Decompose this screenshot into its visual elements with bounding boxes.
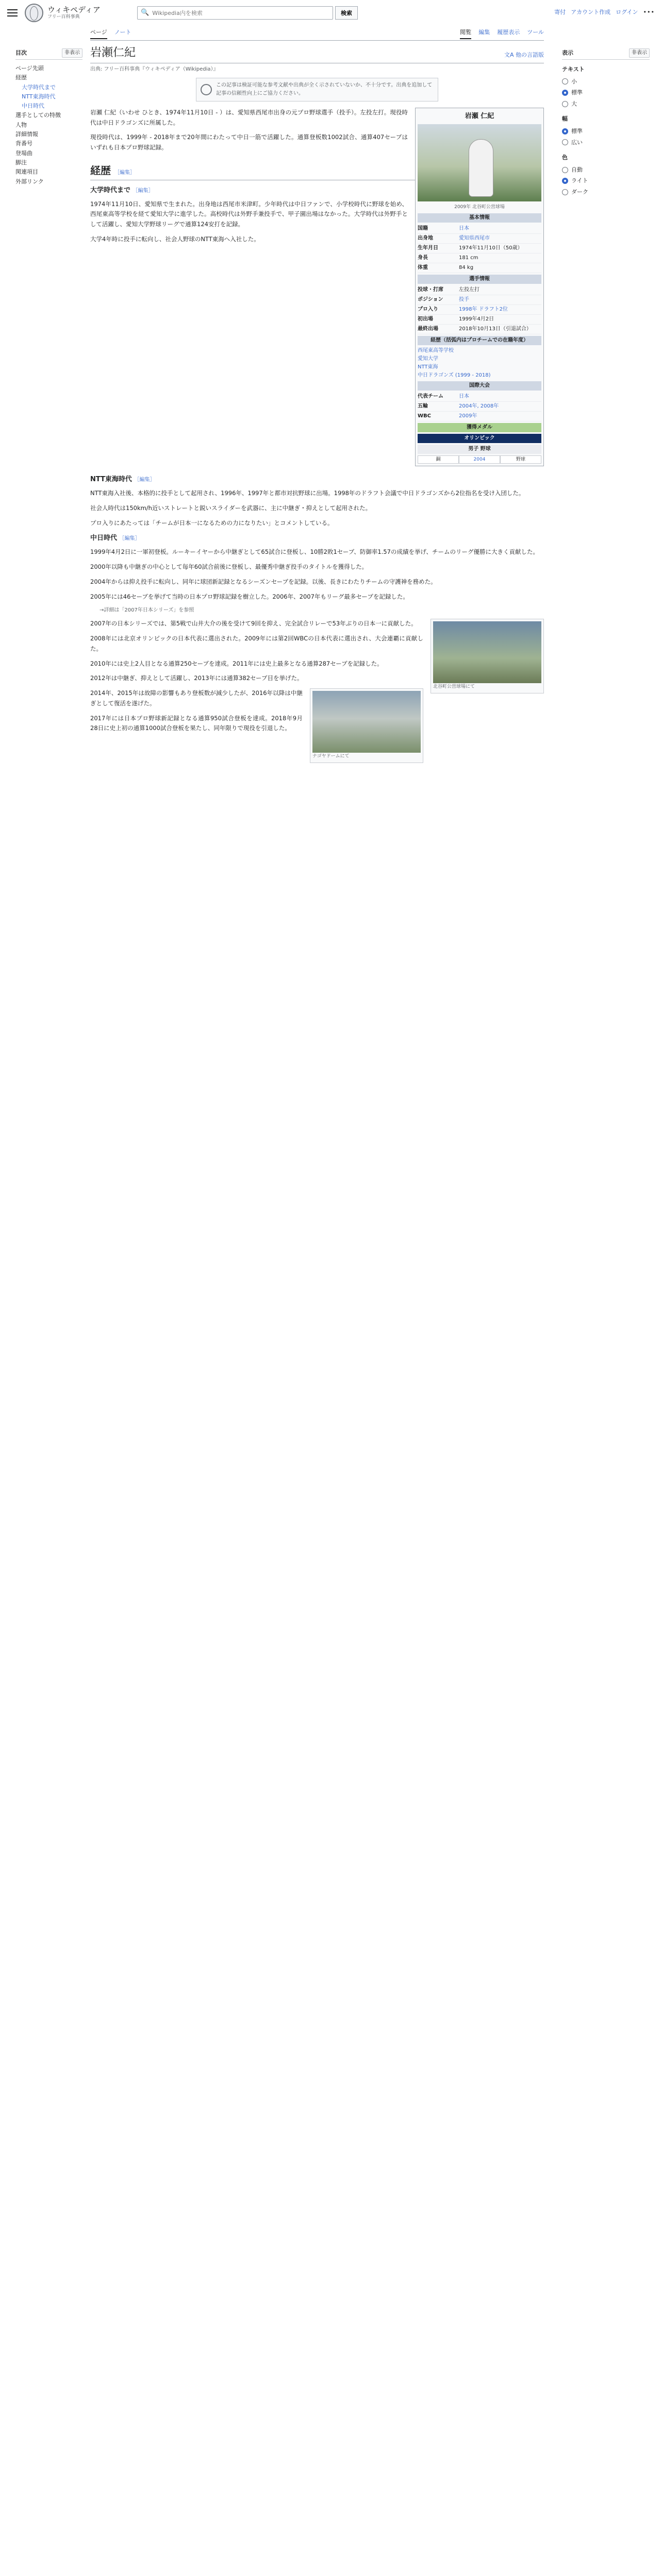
lead-paragraph: 現役時代は、1999年 - 2018年まで20年間にわたって中日一筋で活躍した。通算登板数1002試合、通算407セーブはいずれも日本プロ野球記録。 (90, 133, 408, 151)
warning-icon (201, 84, 212, 95)
option-label: 小 (571, 78, 577, 85)
medal-sport: 男子 野球 (418, 445, 541, 454)
toc-item[interactable]: 関連項目 (15, 168, 38, 176)
radio-selected-icon (562, 178, 568, 184)
radio-icon (562, 78, 568, 84)
infobox-band: 基本情報 (418, 213, 541, 223)
option-label: 自動 (571, 166, 583, 173)
radio-icon (562, 189, 568, 195)
infobox-name: 岩瀬 仁紀 (465, 112, 494, 120)
color-auto[interactable] (562, 164, 650, 176)
paragraph: 2000年以降も中継ぎの中心として毎年60試合前後に登板し、最優秀中継ぎ投手のタイトルを獲得した。 (90, 563, 368, 571)
infobox-row: 最終出場 2018年10月13日（引退試合） (418, 325, 541, 334)
user-tools (554, 8, 655, 17)
toc-header (15, 48, 82, 60)
infobox-row: ポジション 投手 (418, 295, 541, 305)
paragraph: 1974年11月10日、愛知県で生まれた。出身地は西尾市米津町。少年時代は中日ファンで、小学校時代に野球を始め、西尾東高等学校を経て愛知大学に進学した。高校時代は外野手兼投手で、甲子園出場はなかった。大学時代は外野手として活躍し、愛知大学野球リーグで通算124安打を記録。 (90, 200, 408, 228)
page-tabs (90, 28, 544, 41)
paragraph: プロ入りにあたっては「チームが日本一になるための力になりたい」とコメントしている。 (90, 519, 334, 527)
section-heading-career: 経歴 ［編集］ (90, 162, 544, 180)
text-size-standard[interactable] (562, 87, 650, 98)
medal-type: 銅 (418, 455, 459, 464)
toc-item-career[interactable]: 経歴 (15, 74, 27, 81)
maintenance-notice (196, 78, 438, 101)
paragraph: NTT東海入社後、本格的に投手として起用され、1996年、1997年と都市対抗野球に出場。1998年のドラフト会議で中日ドラゴンズから2位指名を受け入団した。 (90, 489, 525, 497)
page-title: 岩瀬仁紀 (90, 46, 136, 59)
infobox-row: プロ入り 1998年 ドラフト2位 (418, 305, 541, 315)
career-item[interactable]: 愛知大学 (418, 355, 438, 362)
create-account-link[interactable]: アカウント作成 (571, 9, 611, 15)
notice-text: この記事は検証可能な参考文献や出典が全く示されていないか、不十分です。出典を追加して記事の信頼性向上にご協力ください。 (216, 82, 433, 96)
toc-item[interactable]: 外部リンク (15, 178, 44, 185)
width-label: 幅 (562, 115, 568, 123)
subsection-heading: NTT東海時代 ［編集］ (90, 476, 155, 484)
paragraph: 2012年は中継ぎ、抑えとして活躍し、2013年には通算382セーブ目を挙げた。 (90, 674, 303, 682)
infobox-row: 身長 181 cm (418, 253, 541, 263)
tab-edit[interactable]: 編集 (478, 29, 490, 36)
logo-subtitle: フリー百科事典 (47, 14, 80, 20)
figure-image[interactable] (433, 621, 541, 683)
login-link[interactable]: ログイン (616, 9, 638, 15)
page-title-row (90, 41, 544, 63)
source-line: 出典: フリー百科事典『ウィキペディア（Wikipedia）』 (90, 66, 219, 72)
infobox-row: 生年月日 1974年11月10日（50歳） (418, 244, 541, 253)
paragraph: 2014年、2015年は故障の影響もあり登板数が減少したが、2016年以降は中継ぎとして復活を遂げた。 (90, 689, 303, 707)
toc-item[interactable]: 背番号 (15, 140, 32, 147)
edit-link[interactable]: ［編集］ (114, 170, 135, 176)
option-label: ダーク (571, 188, 588, 195)
paragraph: 1999年4月2日に一軍初登板。ルーキーイヤーから中継ぎとして65試合に登板し、10勝2敗1セーブ、防御率1.57の成績を挙げ、チームのリーグ優勝に大きく貢献した。 (90, 548, 539, 556)
paragraph: 2017年には日本プロ野球新記録となる通算950試合登板を達成。2018年9月28日に史上初の通算1000試合登板を果たし、同年限りで現役を引退した。 (90, 714, 303, 732)
lead-paragraph: 岩瀬 仁紀（いわせ ひとき、1974年11月10日 - ）は、愛知県西尾市出身の元プロ野球選手（投手）。左投左打。現役時代は中日ドラゴンズに所属した。 (90, 108, 408, 126)
appearance-heading: 表示 (562, 49, 573, 57)
edit-link[interactable]: ［編集］ (133, 188, 154, 194)
toc-heading: 目次 (15, 49, 27, 57)
globe-icon (25, 4, 43, 22)
radio-selected-icon (562, 128, 568, 134)
infobox-band: 経歴（括弧内はプロチームでの在籍年度） (418, 336, 541, 345)
tab-tools[interactable]: ツール (527, 29, 544, 36)
figure (431, 619, 544, 693)
toc-subitem[interactable]: NTT東海時代 (22, 93, 56, 100)
radio-selected-icon (562, 90, 568, 96)
infobox (415, 108, 544, 467)
edit-link[interactable]: ［編集］ (134, 477, 155, 483)
subsection-heading: 大学時代まで ［編集］ (90, 186, 154, 194)
text-size-label: テキスト (562, 66, 585, 73)
radio-icon (562, 139, 568, 145)
wikipedia-logo[interactable] (25, 4, 133, 22)
option-label: 標準 (571, 89, 583, 96)
infobox-row: 国籍 日本 (418, 224, 541, 234)
figure-caption: ナゴヤドームにて (312, 754, 350, 759)
option-label: ライト (571, 177, 588, 184)
text-size-large[interactable] (562, 98, 650, 110)
infobox-row: 代表チーム 日本 (418, 392, 541, 402)
paragraph: 2008年には北京オリンピックの日本代表に選出された。2009年には第2回WBCの日本代表に選出され、大会連覇に貢献した。 (90, 635, 423, 652)
figure-image[interactable] (312, 691, 421, 753)
radio-icon (562, 167, 568, 173)
medal-band: 獲得メダル (418, 423, 541, 432)
career-item[interactable]: 西尾東高等学校 (418, 347, 454, 353)
photo-caption: 2009年 北谷町公営球場 (454, 204, 505, 210)
appearance-header (562, 48, 650, 60)
player-photo[interactable] (418, 124, 541, 201)
option-label: 標準 (571, 127, 583, 134)
more-icon[interactable]: ••• (643, 9, 655, 15)
option-label: 大 (571, 100, 577, 107)
infobox-row: 出身地 愛知県西尾市 (418, 234, 541, 244)
medal-row (418, 455, 541, 464)
paragraph: 2005年には46セーブを挙げて当時の日本プロ野球記録を樹立した。2006年、2007年もリーグ最多セーブを記録した。 (90, 592, 409, 600)
olympic-band: オリンピック (418, 434, 541, 443)
option-label: 広い (571, 139, 583, 146)
paragraph: 2007年の日本シリーズでは、第5戦で山井大介の後を受けて9回を抑え、完全試合リレーで53年ぶりの日本一に貢献した。 (90, 620, 417, 628)
edit-link[interactable]: ［編集］ (119, 536, 140, 542)
search-input[interactable] (152, 10, 329, 16)
logo-title: ウィキペディア (47, 5, 101, 15)
toc-item[interactable]: 人物 (15, 121, 27, 128)
career-item[interactable]: NTT東海 (418, 364, 438, 370)
color-dark[interactable] (562, 187, 650, 198)
paragraph: 大学4年時に投手に転向し、社会人野球のNTT東海へ入社した。 (90, 235, 260, 243)
infobox-row: WBC 2009年 (418, 412, 541, 421)
infobox-row: 投球・打席 左投左打 (418, 285, 541, 295)
search-button[interactable]: 検索 (335, 6, 358, 20)
tab-history[interactable]: 履歴表示 (497, 29, 520, 36)
color-light[interactable] (562, 175, 650, 187)
tab-article[interactable]: ページ (90, 28, 107, 39)
toc-item-top[interactable]: ページ先頭 (15, 65, 44, 72)
width-standard[interactable] (562, 126, 650, 137)
search-icon: 🔍 (141, 8, 150, 16)
toc-sidebar (15, 48, 82, 187)
toc-subitem[interactable]: 大学時代まで (22, 83, 56, 91)
toc-item[interactable]: 脚注 (15, 159, 27, 166)
appearance-panel (562, 48, 650, 198)
infobox-row: 体重 84 kg (418, 263, 541, 273)
donate-link[interactable]: 寄付 (554, 9, 566, 15)
radio-icon (562, 101, 568, 107)
header (0, 0, 662, 26)
language-button[interactable]: 文A 他の言語版 (504, 52, 544, 59)
toc-item[interactable]: 選手としての特徴 (15, 112, 61, 119)
toc-subitem[interactable]: 中日時代 (22, 103, 44, 110)
medal-event: 野球 (500, 455, 541, 464)
paragraph: 社会人時代は150km/h近いストレートと鋭いスライダーを武器に、主に中継ぎ・抑えとして起用された。 (90, 504, 372, 512)
width-wide[interactable] (562, 137, 650, 148)
toc-item[interactable]: 詳細情報 (15, 131, 38, 138)
infobox-band: 選手情報 (418, 275, 541, 284)
subsection-heading: 中日時代 ［編集］ (90, 534, 140, 543)
toc-hide-button[interactable]: 非表示 (62, 48, 82, 58)
menu-icon[interactable] (7, 9, 18, 16)
appearance-hide-button[interactable]: 非表示 (629, 48, 650, 58)
infobox-band: 国際大会 (418, 381, 541, 391)
infobox-row: 初出場 1999年4月2日 (418, 315, 541, 325)
paragraph: 2004年からは抑え投手に転向し、同年に球団新記録となるシーズンセーブを記録。以後、長きにわたりチームの守護神を務めた。 (90, 578, 437, 585)
tab-read[interactable]: 閲覧 (460, 28, 471, 39)
main-content (90, 28, 544, 768)
color-label: 色 (562, 154, 568, 161)
text-size-small[interactable] (562, 76, 650, 88)
paragraph: 2010年には史上2人目となる通算250セーブを達成。2011年には史上最多となる通算287セーブを記録した。 (90, 659, 383, 667)
career-item[interactable]: 中日ドラゴンズ (1999 - 2018) (418, 372, 491, 378)
medal-year[interactable]: 2004 (459, 455, 500, 464)
hatnote[interactable]: →詳細は「2007年日本シリーズ」を参照 (100, 607, 194, 614)
toc-list (15, 64, 82, 187)
infobox-row: 五輪 2004年, 2008年 (418, 402, 541, 412)
toc-item[interactable]: 登場曲 (15, 149, 32, 157)
search-box (137, 6, 333, 20)
search-bar (137, 6, 358, 20)
figure-caption: 北谷町公営球場にて (433, 684, 475, 690)
figure (310, 688, 423, 762)
tab-talk[interactable]: ノート (114, 29, 131, 36)
